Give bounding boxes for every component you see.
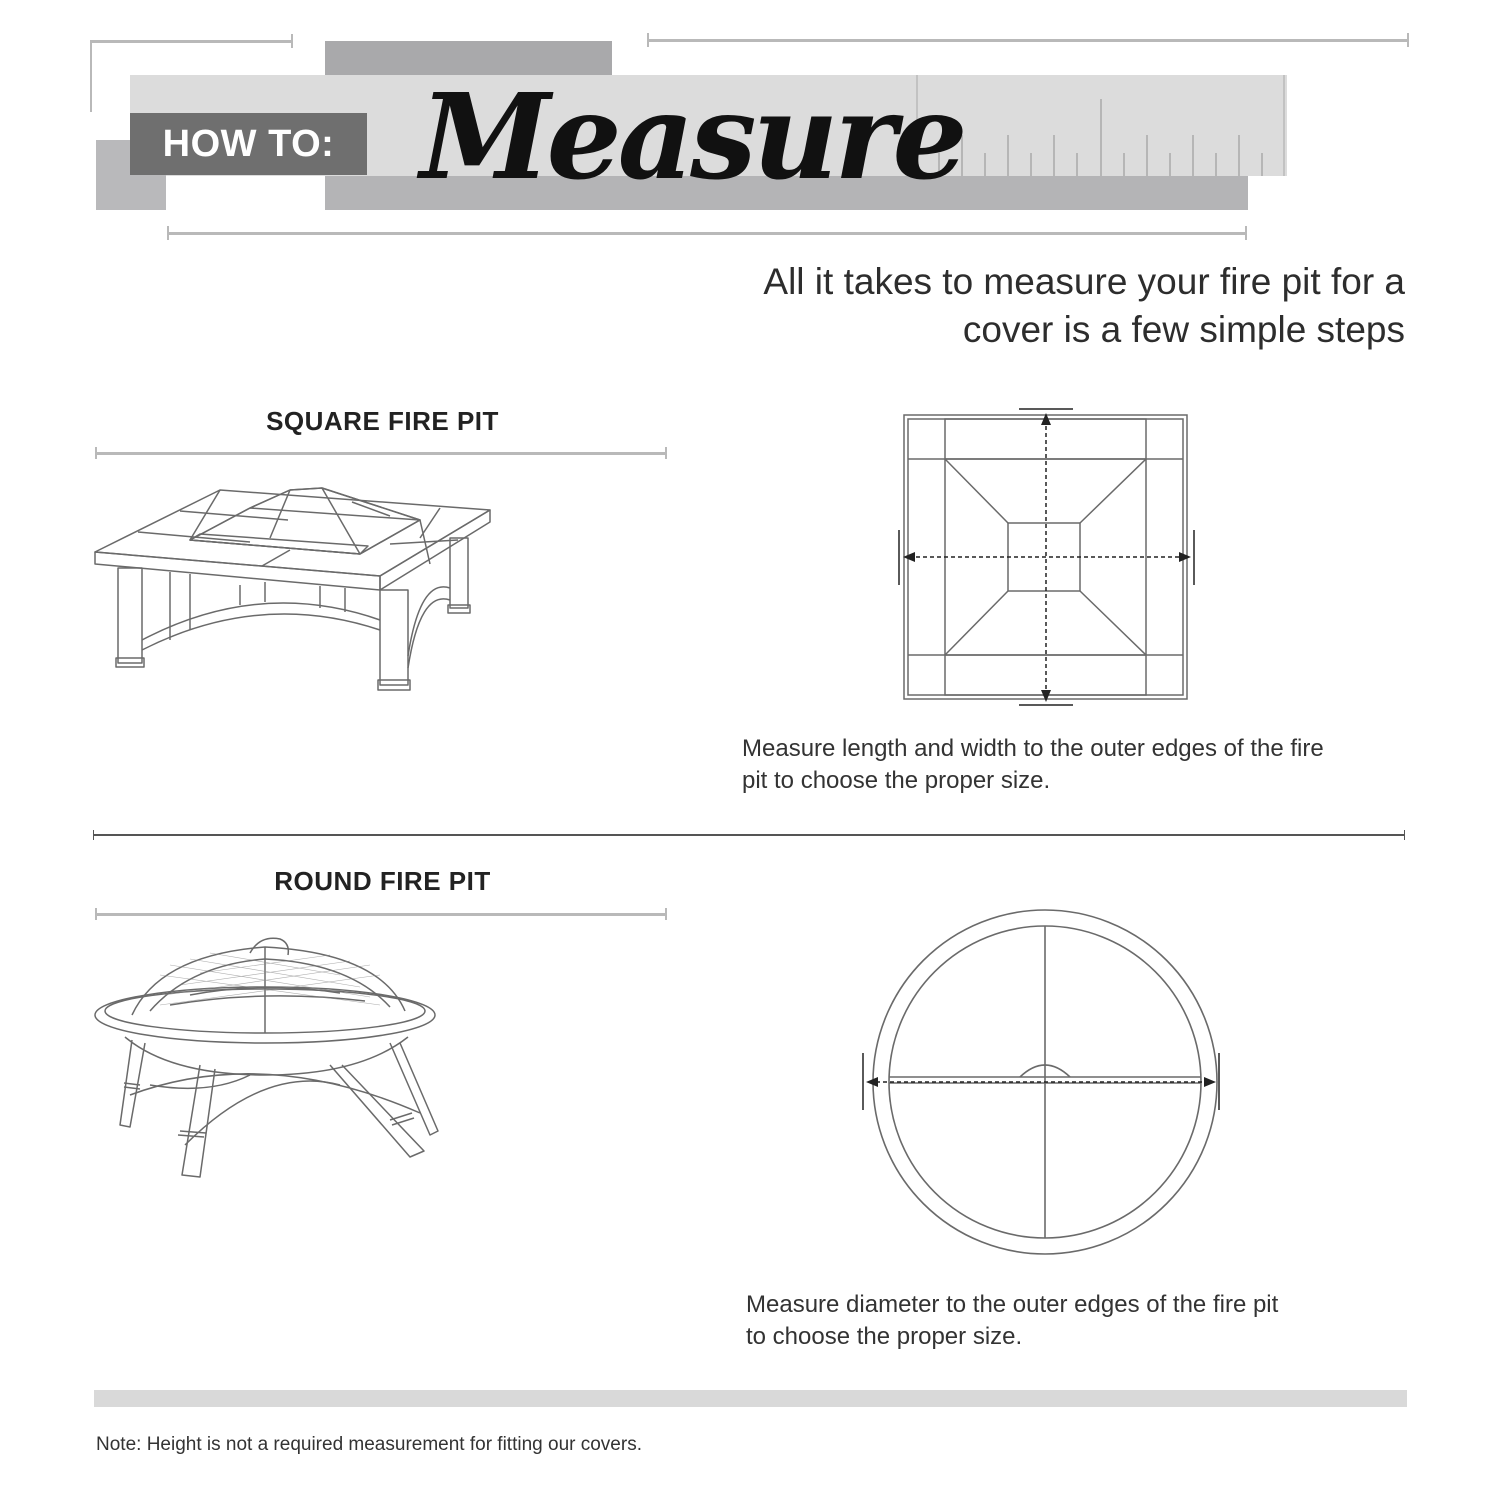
howto-badge: HOW TO: [130,113,367,175]
caption-line: Measure length and width to the outer edges of the fire [742,735,1324,762]
intro-line: cover is a few simple steps [962,309,1405,350]
caption-line: Measure diameter to the outer edges of the fire pit [746,1291,1279,1318]
section-rule [95,452,667,455]
square-fire-pit-icon [90,480,500,705]
page-title: Measure [420,67,964,206]
header-rule-top-left [90,40,293,43]
section-rule-tick [95,908,97,920]
caption-line: pit to choose the proper size. [742,767,1051,794]
section-title-square: SQUARE FIRE PIT [266,406,499,436]
section-rule-tick [95,447,97,459]
footer-note: Note: Height is not a required measurement for fitting our covers. [96,1434,642,1455]
section-divider [93,834,1405,836]
section-divider-tick [1404,830,1405,840]
header-tick [90,40,92,112]
round-measure-diagram [855,905,1230,1260]
square-caption [742,733,1324,797]
header-tick [647,33,649,47]
round-fire-pit-icon [90,935,450,1185]
intro-text [645,258,1405,354]
header-tick [291,34,293,48]
section-title-round: ROUND FIRE PIT [274,866,491,896]
caption-line: to choose the proper size. [746,1323,1023,1350]
header-rule-bottom [167,232,1247,235]
ruler-icon [915,75,1287,177]
section-divider-tick [93,830,94,840]
section-rule [95,913,667,916]
section-rule-tick [665,908,667,920]
intro-line: All it takes to measure your fire pit for a [763,261,1405,302]
header-rule-top-right [647,39,1409,42]
header-tick [167,226,169,240]
section-rule-tick [665,447,667,459]
square-measure-diagram [895,405,1205,710]
footer-bar [94,1390,1407,1407]
round-caption [746,1289,1278,1353]
header-tick [1407,33,1409,47]
header-tick [1245,226,1247,240]
